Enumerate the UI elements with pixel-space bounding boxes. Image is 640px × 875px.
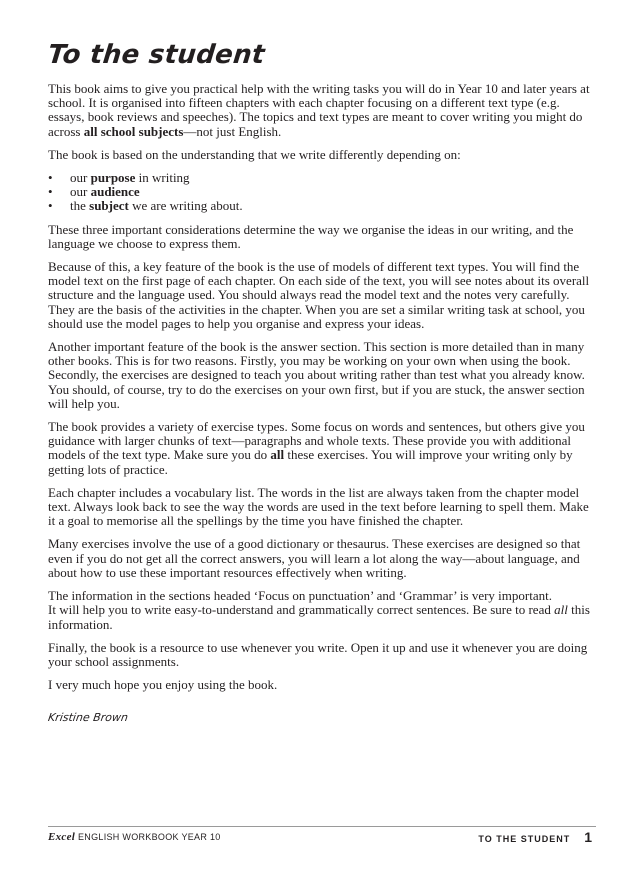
page-number: 1: [584, 829, 592, 845]
paragraph-dictionary: Many exercises involve the use of a good dictionary or thesaurus. These exercises are designed so that even if you do not get all the correct answers, you will learn a lot along the way—about language, and about how to use these important resources effectively when writing.: [48, 536, 581, 580]
paragraph-models: Because of this, a key feature of the book is the use of models of different text types. You will find the model text on the first page of each chapter. On each side of the text, you will see notes about its overall structure and the language used. You should always read the model text and the notes very carefully. They are the basis of the activities in the chapter. When you are set a similar writing task at school, you should use the model pages to help you organise and express your ideas.: [48, 259, 590, 331]
paragraph-intro: This book aims to give you practical help with the writing tasks you will do in Year 10 and later years at school. It is organised into fifteen chapters with each chapter focusing on a different text type (e.g. essays, book reviews and speeches). The topics and text types are meant to cover writing you might do across all school subjects—not just English.: [48, 81, 590, 139]
footer-brand: Excel: [48, 831, 76, 843]
footer-section: TO THE STUDENT 1: [478, 829, 592, 845]
list-item: • the subject we are writing about.: [48, 199, 596, 213]
list-item: • our purpose in writing: [48, 171, 596, 185]
emphasis-bold: all school subjects: [83, 123, 184, 139]
paragraph-basis: The book is based on the understanding that we write differently depending on:: [48, 146, 461, 162]
paragraph-vocabulary: Each chapter includes a vocabulary list. The words in the list are always taken from the chapter model text. Always look back to see the way the words are used in the text before learning to spell them. Make it a goal to memorise all the spellings by the time you have finished the chapter.: [48, 484, 589, 529]
author-signature: Kristine Brown: [47, 711, 129, 725]
paragraph-considerations: These three important considerations determine the way we organise the ideas in our writing, and the language we choose to express them.: [48, 221, 574, 251]
page-title: To the student: [46, 40, 267, 70]
paragraph-closing: I very much hope you enjoy using the book.: [48, 677, 278, 693]
paragraph-exercises: The book provides a variety of exercise types. Some focus on words and sentences, but others give you guidance with larger chunks of text—paragraphs and whole texts. These provide you with additional models of the text type. Make sure you do all these exercises. You will improve your writing only by getting lots of practice.: [48, 419, 585, 477]
paragraph-punctuation: The information in the sections headed ‘Focus on punctuation’ and ‘Grammar’ is very important. It will help you to write easy-to-understand and grammatically correct sentences. Be sure to read all this information.: [48, 588, 590, 632]
footer-divider: [48, 826, 596, 827]
list-item: • our audience: [48, 185, 596, 199]
considerations-list: [48, 171, 596, 214]
footer-book-title: Excel ENGLISH WORKBOOK YEAR 10: [48, 831, 221, 843]
paragraph-answers: Another important feature of the book is the answer section. This section is more detailed than in many other books. This is for two reasons. Firstly, you may be working on your own when using the book. Secondly, the exercises are designed to teach you about writing rather than test what you already know. You should, of course, try to do the exercises on your own first, but if you are stuck, the answer section will help you.: [48, 339, 585, 411]
paragraph-resource: Finally, the book is a resource to use whenever you write. Open it up and use it whenever you are doing your school assignments.: [48, 639, 588, 669]
body-text: [48, 82, 596, 726]
